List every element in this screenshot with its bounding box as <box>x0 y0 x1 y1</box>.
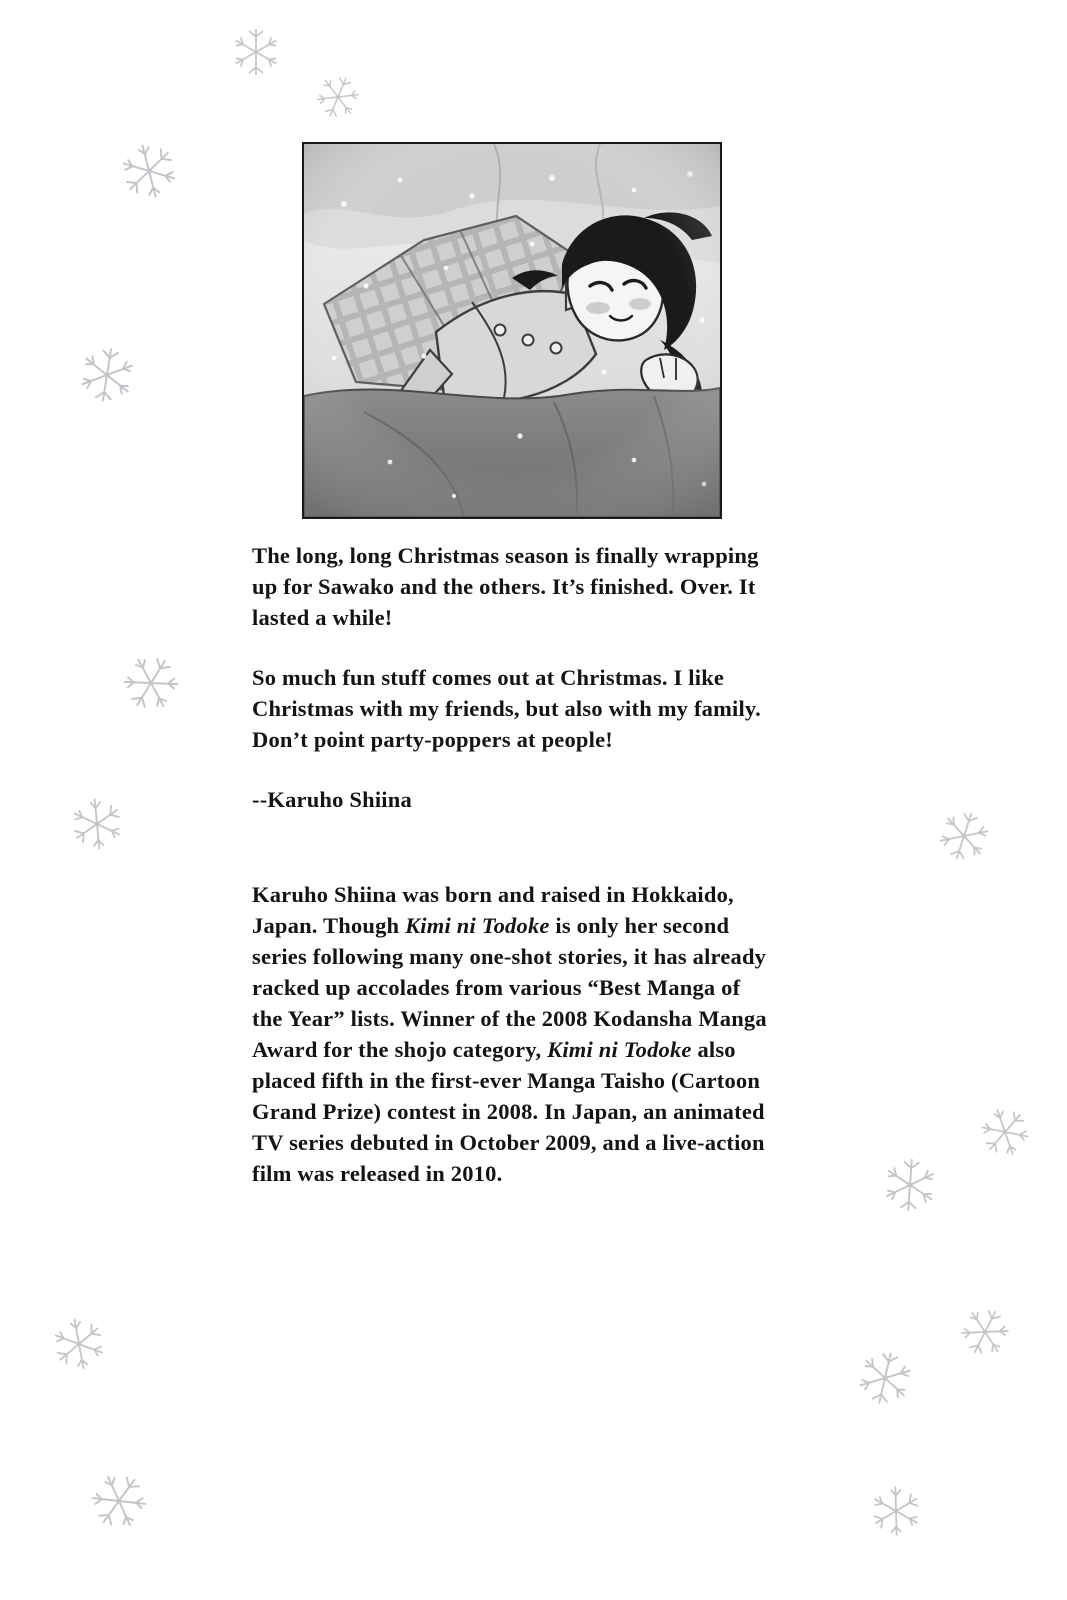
bio-series-title-1: Kimi ni Todoke <box>405 913 550 938</box>
snowflake-icon-6 <box>68 795 126 853</box>
snowflake-icon-8 <box>978 1105 1032 1159</box>
snowflake-icon-9 <box>880 1155 940 1215</box>
snowflake-icon-10 <box>958 1305 1012 1359</box>
text-column <box>252 540 772 1189</box>
snowflake-icon-11 <box>50 1315 108 1373</box>
message-paragraph-2: So much fun stuff comes out at Christmas. I like Christmas with my friends, but also with my family. Don’t point party-poppers at people! <box>252 665 761 752</box>
bio-text-part-3: also placed fifth in the first-ever Manga Taisho (Cartoon Grand Prize) contest in 2008. In Japan, an animated TV series debuted in October 2009, and a live-action film was released in 2010. <box>252 1037 765 1186</box>
snowflake-icon-7 <box>936 808 992 864</box>
author-bio-paragraph <box>252 879 772 1189</box>
snowflake-icon-3 <box>118 140 180 202</box>
author-signature: --Karuho Shiina <box>252 787 412 812</box>
snowflake-icon-14 <box>868 1483 924 1539</box>
snowflake-icon-4 <box>76 344 138 406</box>
bio-series-title-2: Kimi ni Todoke <box>547 1037 692 1062</box>
bio-text-part-2: is only her second series following many one-shot stories, it has already racked up accolades from various “Best Manga of the Year” lists. Winner of the 2008 Kodansha Manga Award for the shojo category, <box>252 913 767 1062</box>
snowflake-icon-5 <box>120 652 182 714</box>
bio-text-part-1: Karuho Shiina was born and raised in Hokkaido, Japan. Though <box>252 882 734 938</box>
message-paragraph-1: The long, long Christmas season is finally wrapping up for Sawako and the others. It’s finished. Over. It lasted a while! <box>252 543 759 630</box>
snowflake-icon-13 <box>88 1470 150 1532</box>
snowflake-icon-1 <box>229 25 283 79</box>
snowflake-icon-2 <box>314 73 362 121</box>
manga-illustration <box>304 144 720 517</box>
snowflake-icon-12 <box>855 1348 915 1408</box>
illustration-panel <box>302 142 722 519</box>
